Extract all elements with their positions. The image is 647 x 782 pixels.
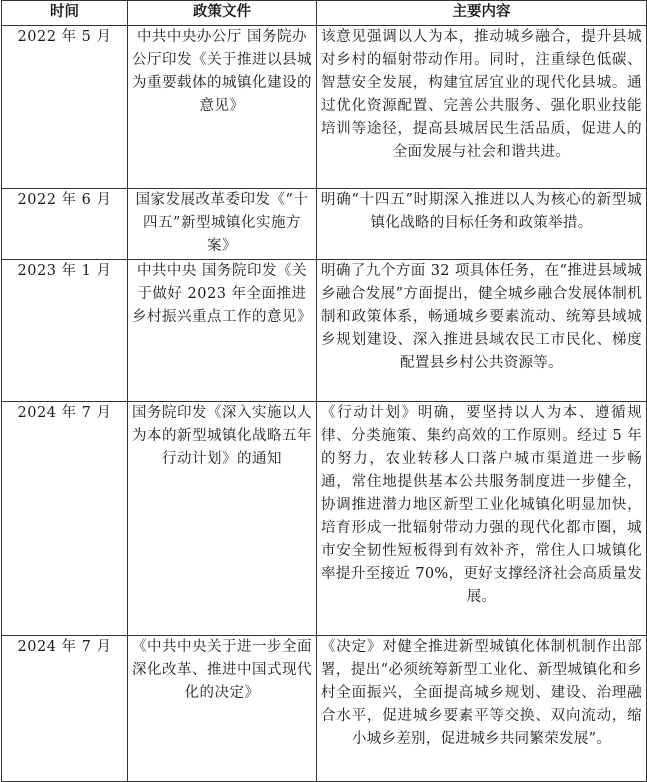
cell-document: 国务院印发《深入实施以人为本的新型城镇化战略五年行动计划》的通知 bbox=[128, 402, 317, 636]
cell-content: 明确“十四五”时期深入推进以人为核心的新型城镇化战略的目标任务和政策举措。 bbox=[317, 189, 647, 260]
header-document: 政策文件 bbox=[128, 1, 317, 26]
table-row bbox=[2, 189, 647, 260]
table-row bbox=[2, 26, 647, 189]
policy-table bbox=[1, 0, 647, 782]
header-time: 时间 bbox=[2, 1, 128, 26]
cell-time: 2024 年 7 月 bbox=[2, 402, 128, 636]
cell-document: 中共中央办公厅 国务院办公厅印发《关于推进以县城为重要载体的城镇化建设的意见》 bbox=[128, 26, 317, 189]
cell-content: 该意见强调以人为本，推动城乡融合，提升县城对乡村的辐射带动作用。同时，注重绿色低碳、智慧安全发展，构建宜居宜业的现代化县城。通过优化资源配置、完善公共服务、强化职业技能培训等途径，提高县城居民生活品质，促进人的全面发展与社会和谐共进。 bbox=[317, 26, 647, 189]
table-row bbox=[2, 636, 647, 782]
table-header-row bbox=[2, 1, 647, 26]
cell-document: 中共中央 国务院印发《关于做好 2023 年全面推进乡村振兴重点工作的意见》 bbox=[128, 260, 317, 402]
table-row bbox=[2, 260, 647, 402]
cell-time: 2022 年 5 月 bbox=[2, 26, 128, 189]
table-row bbox=[2, 402, 647, 636]
cell-content: 《行动计划》明确，要坚持以人为本、遵循规律、分类施策、集约高效的工作原则。经过 5 年的努力，农业转移人口落户城市渠道进一步畅通，常住地提供基本公共服务制度进一步健全，协调推进潜力地区新型工业化城镇化明显加快，培育形成一批辐射带动力强的现代化都市圈，城市安全韧性短板得到有效补齐，常住人口城镇化率提升至接近 70%，更好支撑经济社会高质量发展。 bbox=[317, 402, 647, 636]
header-content: 主要内容 bbox=[317, 1, 647, 26]
cell-content: 《决定》对健全推进新型城镇化体制机制作出部署，提出“必须统筹新型工业化、新型城镇化和乡村全面振兴，全面提高城乡规划、建设、治理融合水平，促进城乡要素平等交换、双向流动，缩小城乡差别，促进城乡共同繁荣发展”。 bbox=[317, 636, 647, 782]
cell-content: 明确了九个方面 32 项具体任务，在“推进县域城乡融合发展”方面提出，健全城乡融合发展体制机制和政策体系，畅通城乡要素流动、统筹县域城乡规划建设、深入推进县域农民工市民化、梯度配置县乡村公共资源等。 bbox=[317, 260, 647, 402]
cell-time: 2022 年 6 月 bbox=[2, 189, 128, 260]
cell-document: 国家发展改革委印发《“十四五”新型城镇化实施方案》 bbox=[128, 189, 317, 260]
cell-time: 2023 年 1 月 bbox=[2, 260, 128, 402]
cell-time: 2024 年 7 月 bbox=[2, 636, 128, 782]
cell-document: 《中共中央关于进一步全面深化改革、推进中国式现代化的决定》 bbox=[128, 636, 317, 782]
